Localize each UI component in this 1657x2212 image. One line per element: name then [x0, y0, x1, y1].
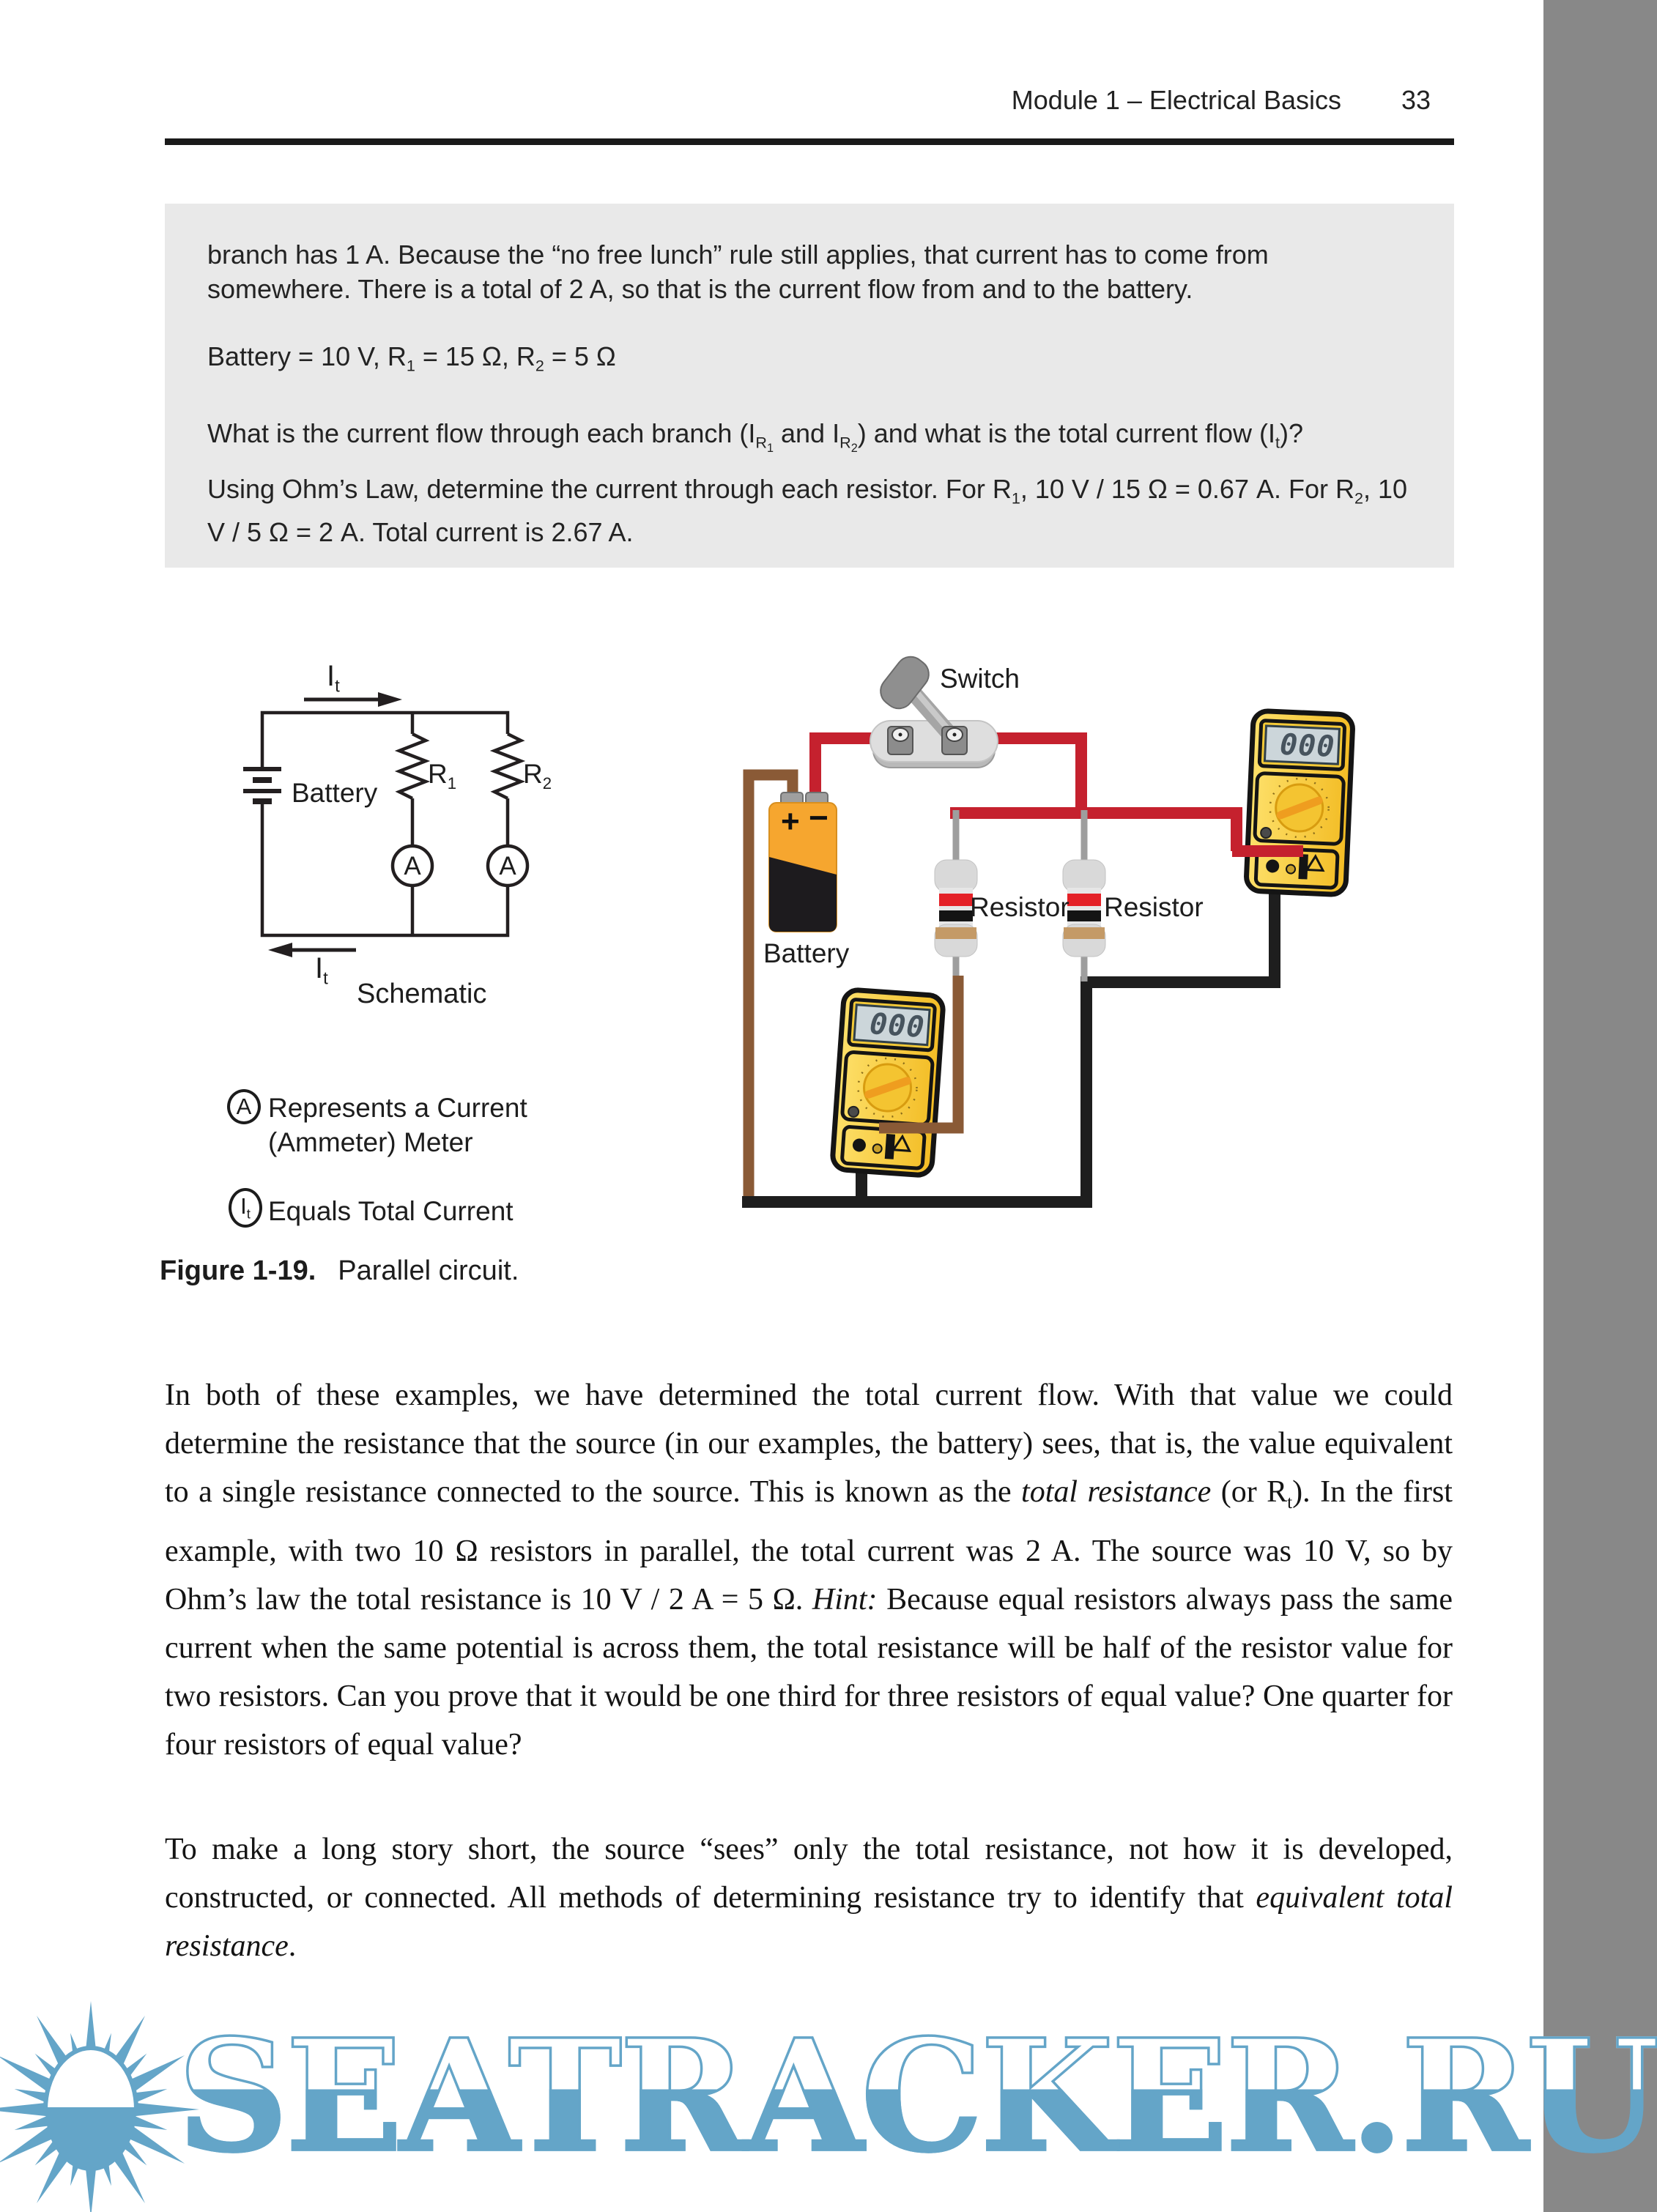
figure-caption-text: Parallel circuit. — [338, 1255, 519, 1286]
header-rule — [165, 138, 1454, 145]
multimeter-right — [1246, 710, 1354, 895]
info-paragraph-2: Battery = 10 V, $R_1 = 15$ Ω, $R_2 = 5$ Ω — [207, 341, 616, 375]
battery-symbol — [243, 769, 281, 801]
pictorial-circuit: 000 + − — [733, 645, 1543, 1223]
page-header — [165, 85, 1454, 116]
multimeter-bottom — [832, 990, 944, 1176]
battery-plus-mark: + — [781, 803, 800, 839]
info-paragraph-1: branch has 1 A. Because the “no free lunch” rule still applies, that current has to come from somewhere. There is a total of 2 A, so that is the current flow from and to the battery. — [207, 240, 1269, 304]
figure-caption — [160, 1255, 519, 1287]
current-arrow-bottom — [268, 943, 356, 957]
watermark-sun-icon — [3, 1998, 179, 2212]
switch-label: Switch — [940, 664, 1020, 694]
info-paragraph-3: What is the current flow through each branch ($I_{R1}$ and $I_{R2}$) and what is the total current flow $(I_t)$? — [207, 417, 1303, 455]
resistor-2-label: Resistor — [1104, 892, 1204, 922]
battery-minus-mark: − — [809, 798, 828, 836]
ammeter-1-letter: A — [404, 852, 421, 880]
current-arrow-top — [304, 692, 402, 707]
header-title: Module 1 – Electrical Basics — [1011, 85, 1341, 115]
legend-ammeter-symbol: A — [227, 1089, 261, 1124]
schematic-caption: Schematic — [357, 979, 487, 1009]
legend-it-symbol: $I_t$ — [229, 1188, 262, 1228]
ammeter-2-letter: A — [499, 852, 516, 880]
legend-it-text: Equals Total Current — [268, 1196, 514, 1226]
legend-ammeter-text-1: Represents a Current — [268, 1093, 527, 1123]
example-info-box — [165, 204, 1454, 568]
resistor-r1-symbol — [399, 734, 426, 798]
page-number: 33 — [1401, 85, 1431, 115]
total-current-label-top: $I_t$ — [327, 660, 340, 697]
body-paragraph-2: To make a long story short, the source “sees” only the total resistance, not how it is developed, constructed, or connected. All methods of determining resistance try to identify that equivalent total resistance. — [165, 1833, 1453, 1963]
total-current-label-bottom: $I_t$ — [315, 952, 328, 989]
info-paragraph-4: Using Ohm’s Law, determine the current through each resistor. For $R_1$, 10 V / 15 Ω = 0.67 A. For $R_2$, 10 V / 5 Ω = 2 A. Total current is 2.67 A. — [207, 473, 1408, 548]
legend-ammeter-text-2: (Ammeter) Meter — [268, 1127, 473, 1157]
schematic-wires — [262, 713, 521, 935]
r2-label: $R_2$ — [523, 759, 552, 793]
pictorial-battery-label: Battery — [763, 938, 850, 968]
r1-label: $R_1$ — [428, 759, 457, 793]
battery-icon — [769, 793, 837, 932]
schematic-battery-label: Battery — [292, 778, 378, 808]
body-paragraph-1: In both of these examples, we have determined the total current flow. With that value we could determine the resistance that the source (in our examples, the battery) sees, that is, the value equivalent to a single resistance connected to the source. This is known as the total resistance (or $R_t$). In the first example, with two 10 Ω resistors in parallel, the total current was 2 A. The source was 10 V, so by Ohm’s law the total resistance is 10 V / 2 A = 5 Ω. Hint: Because equal resistors always pass the same current when the same potential is across them, the total resistance will be half of the resistor value for two resistors. Can you prove that it would be one third for three resistors of equal value? One quarter for four resistors of equal value? — [165, 1378, 1453, 1762]
resistor-1-label: Resistor — [970, 892, 1070, 922]
watermark-text: SEATRACKER.RU — [177, 2005, 1657, 2186]
figure-caption-label: Figure 1-19. — [160, 1255, 316, 1286]
resistor-r2-symbol — [494, 734, 521, 798]
